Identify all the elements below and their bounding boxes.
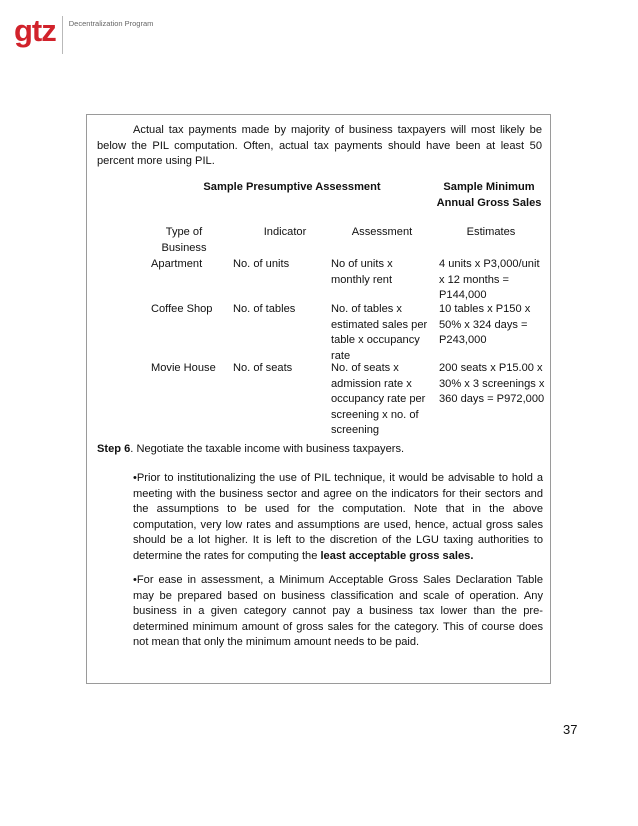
bullet-paragraph-1 <box>133 471 543 565</box>
bullet-paragraph-2 <box>133 573 543 651</box>
bullet-2-text: •For ease in assessment, a Minimum Acceptable Gross Sales Declaration Table may be prepared based on business classification and scale of operation. Any business in a given category cannot pay a business tax lower than the pre-determined minimum amount of gross sales for the category. This of course does not mean that only the minimum amount needs to be paid. <box>133 574 543 649</box>
table-col-header-type: Type of Business <box>161 226 207 254</box>
table-cell-assessment: No. of seats x admission rate x occupancy rate per screening x no. of screening <box>331 362 426 437</box>
table-cell-estimate: 200 seats x P15.00 x 30% x 3 screenings x 360 days = P972,000 <box>439 362 545 406</box>
logo-divider <box>62 16 63 54</box>
table-cell-type: Movie House <box>151 362 216 374</box>
table-cell-indicator: No. of units <box>233 258 290 270</box>
content-box <box>86 114 551 684</box>
table-cell-estimate: 10 tables x P150 x 50% x 324 days = P243,000 <box>439 303 531 347</box>
step-6-paragraph <box>97 442 542 458</box>
table-cell-assessment: No. of tables x estimated sales per table x occupancy rate <box>331 303 428 362</box>
step-text: . Negotiate the taxable income with business taxpayers. <box>130 443 405 455</box>
table-cell-type: Coffee Shop <box>151 303 213 315</box>
table-col-header-indicator: Indicator <box>263 226 307 238</box>
step-label: Step 6 <box>97 443 131 455</box>
table-cell-estimate: 4 units x P3,000/unit x 12 months = P144,000 <box>439 258 540 302</box>
bullet-1-bold-text: least acceptable gross sales. <box>320 549 474 562</box>
intro-paragraph: Actual tax payments made by majority of business taxpayers will most likely be below the PIL computation. Often, actual tax payments should have been at least 50 percent more using PIL. <box>97 124 542 168</box>
table-col-header-estimates: Estimates <box>466 226 516 238</box>
table-cell-indicator: No. of tables <box>233 303 296 315</box>
table-group-header-presumptive: Sample Presumptive Assessment <box>203 181 381 193</box>
page-number: 37 <box>563 722 578 737</box>
bullet-1-text: •Prior to institutionalizing the use of PIL technique, it would be advisable to hold a meeting with the business sector and agree on the indicators for their sectors and the assumptions to be used for the computation. Note that in the above computation, very low rates and assumptions are used, hence, actual gross sales should be a lot higher. It is left to the discretion of the LGU taxing authorities to determine the rates for computing the <box>133 472 543 562</box>
table-cell-indicator: No. of seats <box>233 362 293 374</box>
table-col-header-assessment: Assessment <box>351 226 413 238</box>
logo-mark: gtz <box>14 13 56 48</box>
logo-program-text: Decentralization Program <box>68 19 154 28</box>
gtz-logo <box>14 14 153 54</box>
table-cell-assessment: No of units x monthly rent <box>331 258 393 286</box>
table-group-header-minimum: Sample Minimum Annual Gross Sales <box>436 181 542 209</box>
table-cell-type: Apartment <box>151 258 203 270</box>
